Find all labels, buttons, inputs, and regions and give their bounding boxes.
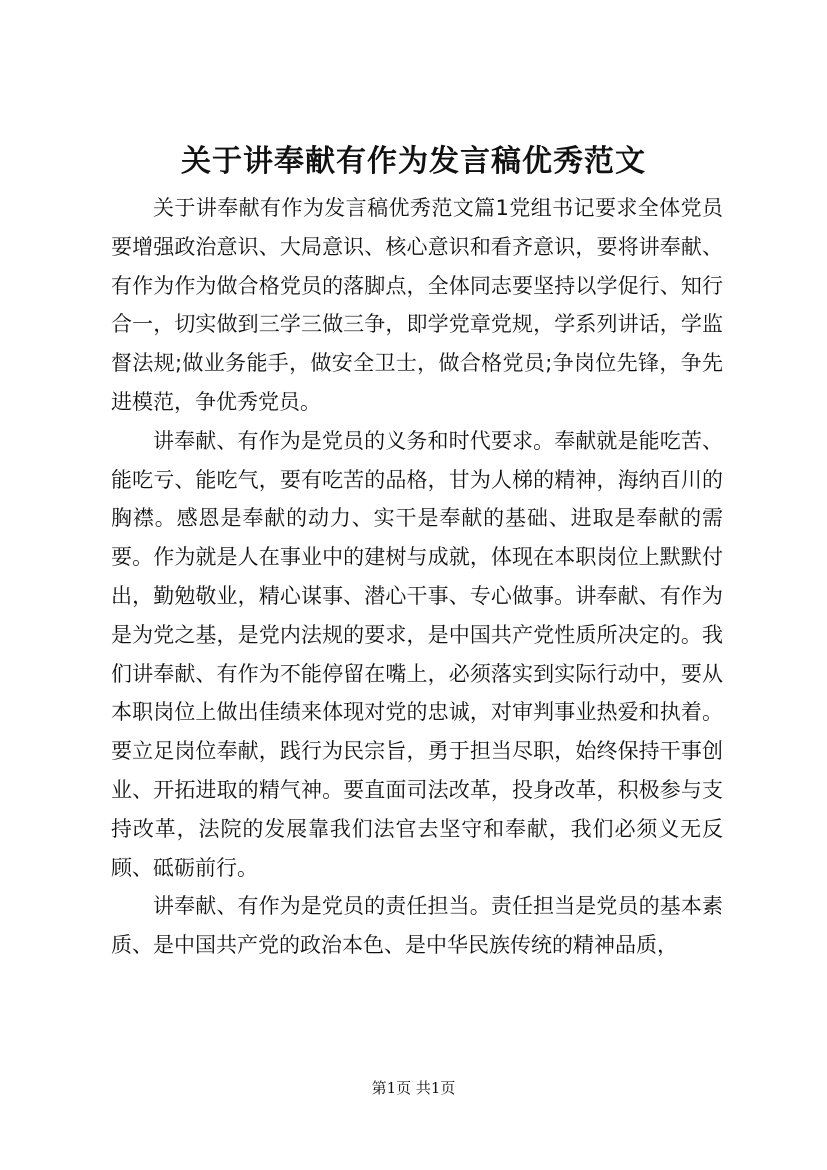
document-body [111,189,723,965]
page-number-footer: 第1页 共1页 [371,1079,456,1097]
document-title: 关于讲奉献有作为发言稿优秀范文 [181,144,646,179]
paragraph-2: 讲奉献、有作为是党员的义务和时代要求。奉献就是能吃苦、能吃亏、能吃气，要有吃苦的品格，甘为人梯的精神，海纳百川的胸襟。感恩是奉献的动力、实干是奉献的基础、进取是奉献的需要。作为就是人在事业中的建树与成就，体现在本职岗位上默默付出，勤勉敬业，精心谋事、潜心干事、专心做事。讲奉献、有作为是为党之基，是党内法规的要求，是中国共产党性质所决定的。我们讲奉献、有作为不能停留在嘴上，必须落实到实际行动中，要从本职岗位上做出佳绩来体现对党的忠诚，对审判事业热爱和执着。要立足岗位奉献，践行为民宗旨，勇于担当尽职，始终保持干事创业、开拓进取的精气神。要直面司法改革，投身改革，积极参与支持改革，法院的发展靠我们法官去坚守和奉献，我们必须义无反顾、砥砺前行。 [111,428,723,880]
paragraph-3: 讲奉献、有作为是党员的责任担当。责任担当是党员的基本素质、是中国共产党的政治本色、是中华民族传统的精神品质， [111,894,723,958]
paragraph-1: 关于讲奉献有作为发言稿优秀范文篇1党组书记要求全体党员要增强政治意识、大局意识、核心意识和看齐意识，要将讲奉献、有作为作为做合格党员的落脚点，全体同志要坚持以学促行、知行合一，切实做到三学三做三争，即学党章党规，学系列讲话，学监督法规;做业务能手，做安全卫士，做合格党员;争岗位先锋，争先进模范，争优秀党员。 [111,196,723,414]
